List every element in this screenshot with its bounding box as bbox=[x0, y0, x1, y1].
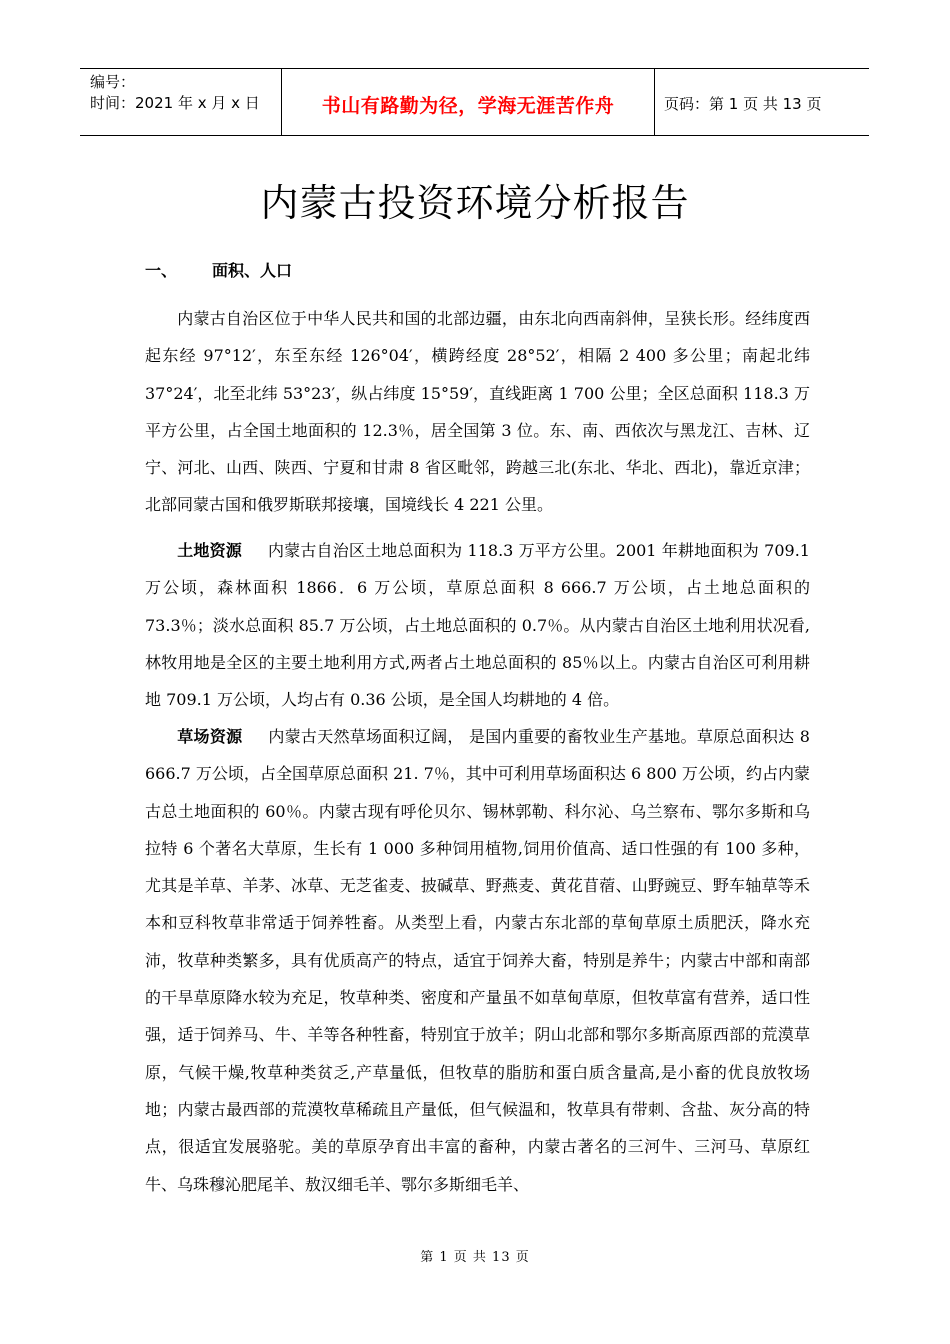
paragraph-intro-text: 内蒙古自治区位于中华人民共和国的北部边疆，由东北向西南斜伸，呈狭长形。经纬度西起东经 97°12′，东至东经 126°04′，横跨经度 28°52′，相隔 2 400 多公里；南起北纬 37°24′，北至北纬 53°23′，纵占纬度 15°59′，直线距离 1 700 公里；全区总面积 118.3 万平方公里，占全国土地面积的 12.3％，居全国第 3 位。东、南、西依次与黑龙江、吉林、辽宁、河北、山西、陕西、宁夏和甘肃 8 省区毗邻，跨越三北(东北、华北、西北)，靠近京津；北部同蒙古国和俄罗斯联邦接壤，国境线长 4 221 公里。 bbox=[145, 309, 810, 515]
document-title: 内蒙古投资环境分析报告 bbox=[260, 181, 690, 225]
paragraph-grassland bbox=[145, 718, 810, 1203]
grassland-resource-term: 草场资源 bbox=[177, 727, 243, 746]
paragraph-land bbox=[145, 532, 810, 718]
section-heading bbox=[145, 258, 292, 281]
header-page-cell bbox=[655, 69, 869, 135]
date-label: 时间：2021 年 x 月 x 日 bbox=[90, 94, 260, 112]
motto-text: 书山有路勤为径，学海无涯苦作舟 bbox=[321, 94, 615, 117]
paragraph-intro bbox=[145, 300, 810, 524]
header-motto-cell bbox=[281, 69, 655, 135]
number-label: 编号： bbox=[90, 73, 136, 91]
section-number: 一、 bbox=[145, 261, 178, 280]
header-meta-cell bbox=[80, 69, 281, 135]
section-title: 面积、人口 bbox=[212, 261, 293, 280]
land-resource-text: 内蒙古自治区土地总面积为 118.3 万平方公里。2001 年耕地面积为 709.1 万公顷，森林面积 1866．6 万公顷，草原总面积 8 666.7 万公顷，占土地总面积的 73.3％；淡水总面积 85.7 万公顷，占土地总面积的 0.7％。从内蒙古自治区土地利用状况看,林牧用地是全区的主要土地利用方式,两者占土地总面积的 85％以上。内蒙古自治区可利用耕地 709.1 万公顷，人均占有 0.36 公顷，是全国人均耕地的 4 倍。 bbox=[145, 541, 810, 710]
page-footer: 第 1 页 共 13 页 bbox=[420, 1250, 530, 1265]
page-header bbox=[80, 68, 869, 136]
page-info: 页码：第 1 页 共 13 页 bbox=[664, 94, 822, 113]
grassland-resource-text: 内蒙古天然草场面积辽阔， 是国内重要的畜牧业生产基地。草原总面积达 8 666.7 万公顷，占全国草原总面积 21. 7％，其中可利用草场面积达 6 800 万公顷，约占内蒙古总土地面积的 60％。内蒙古现有呼伦贝尔、锡林郭勒、科尔沁、乌兰察布、鄂尔多斯和乌拉特 6 个著名大草原，生长有 1 000 多种饲用植物,饲用价值高、适口性强的有 100 多种，尤其是羊草、羊茅、冰草、无芝雀麦、披碱草、野燕麦、黄花苜蓿、山野豌豆、野车轴草等禾本和豆科牧草非常适于饲养牲畜。从类型上看，内蒙古东北部的草甸草原土质肥沃，降水充沛，牧草种类繁多，具有优质高产的特点，适宜于饲养大畜，特别是养牛；内蒙古中部和南部的干旱草原降水较为充足，牧草种类、密度和产量虽不如草甸草原，但牧草富有营养，适口性强，适于饲养马、牛、羊等各种牲畜，特别宜于放羊；阴山北部和鄂尔多斯高原西部的荒漠草原，气候干燥,牧草种类贫乏,产草量低，但牧草的脂肪和蛋白质含量高,是小畜的优良放牧场地；内蒙古最西部的荒漠牧草稀疏且产量低，但气候温和，牧草具有带刺、含盐、灰分高的特点，很适宜发展骆驼。美的草原孕育出丰富的畜种，内蒙古著名的三河牛、三河马、草原红牛、乌珠穆沁肥尾羊、敖汉细毛羊、鄂尔多斯细毛羊、 bbox=[145, 727, 810, 1194]
land-resource-term: 土地资源 bbox=[177, 541, 242, 560]
